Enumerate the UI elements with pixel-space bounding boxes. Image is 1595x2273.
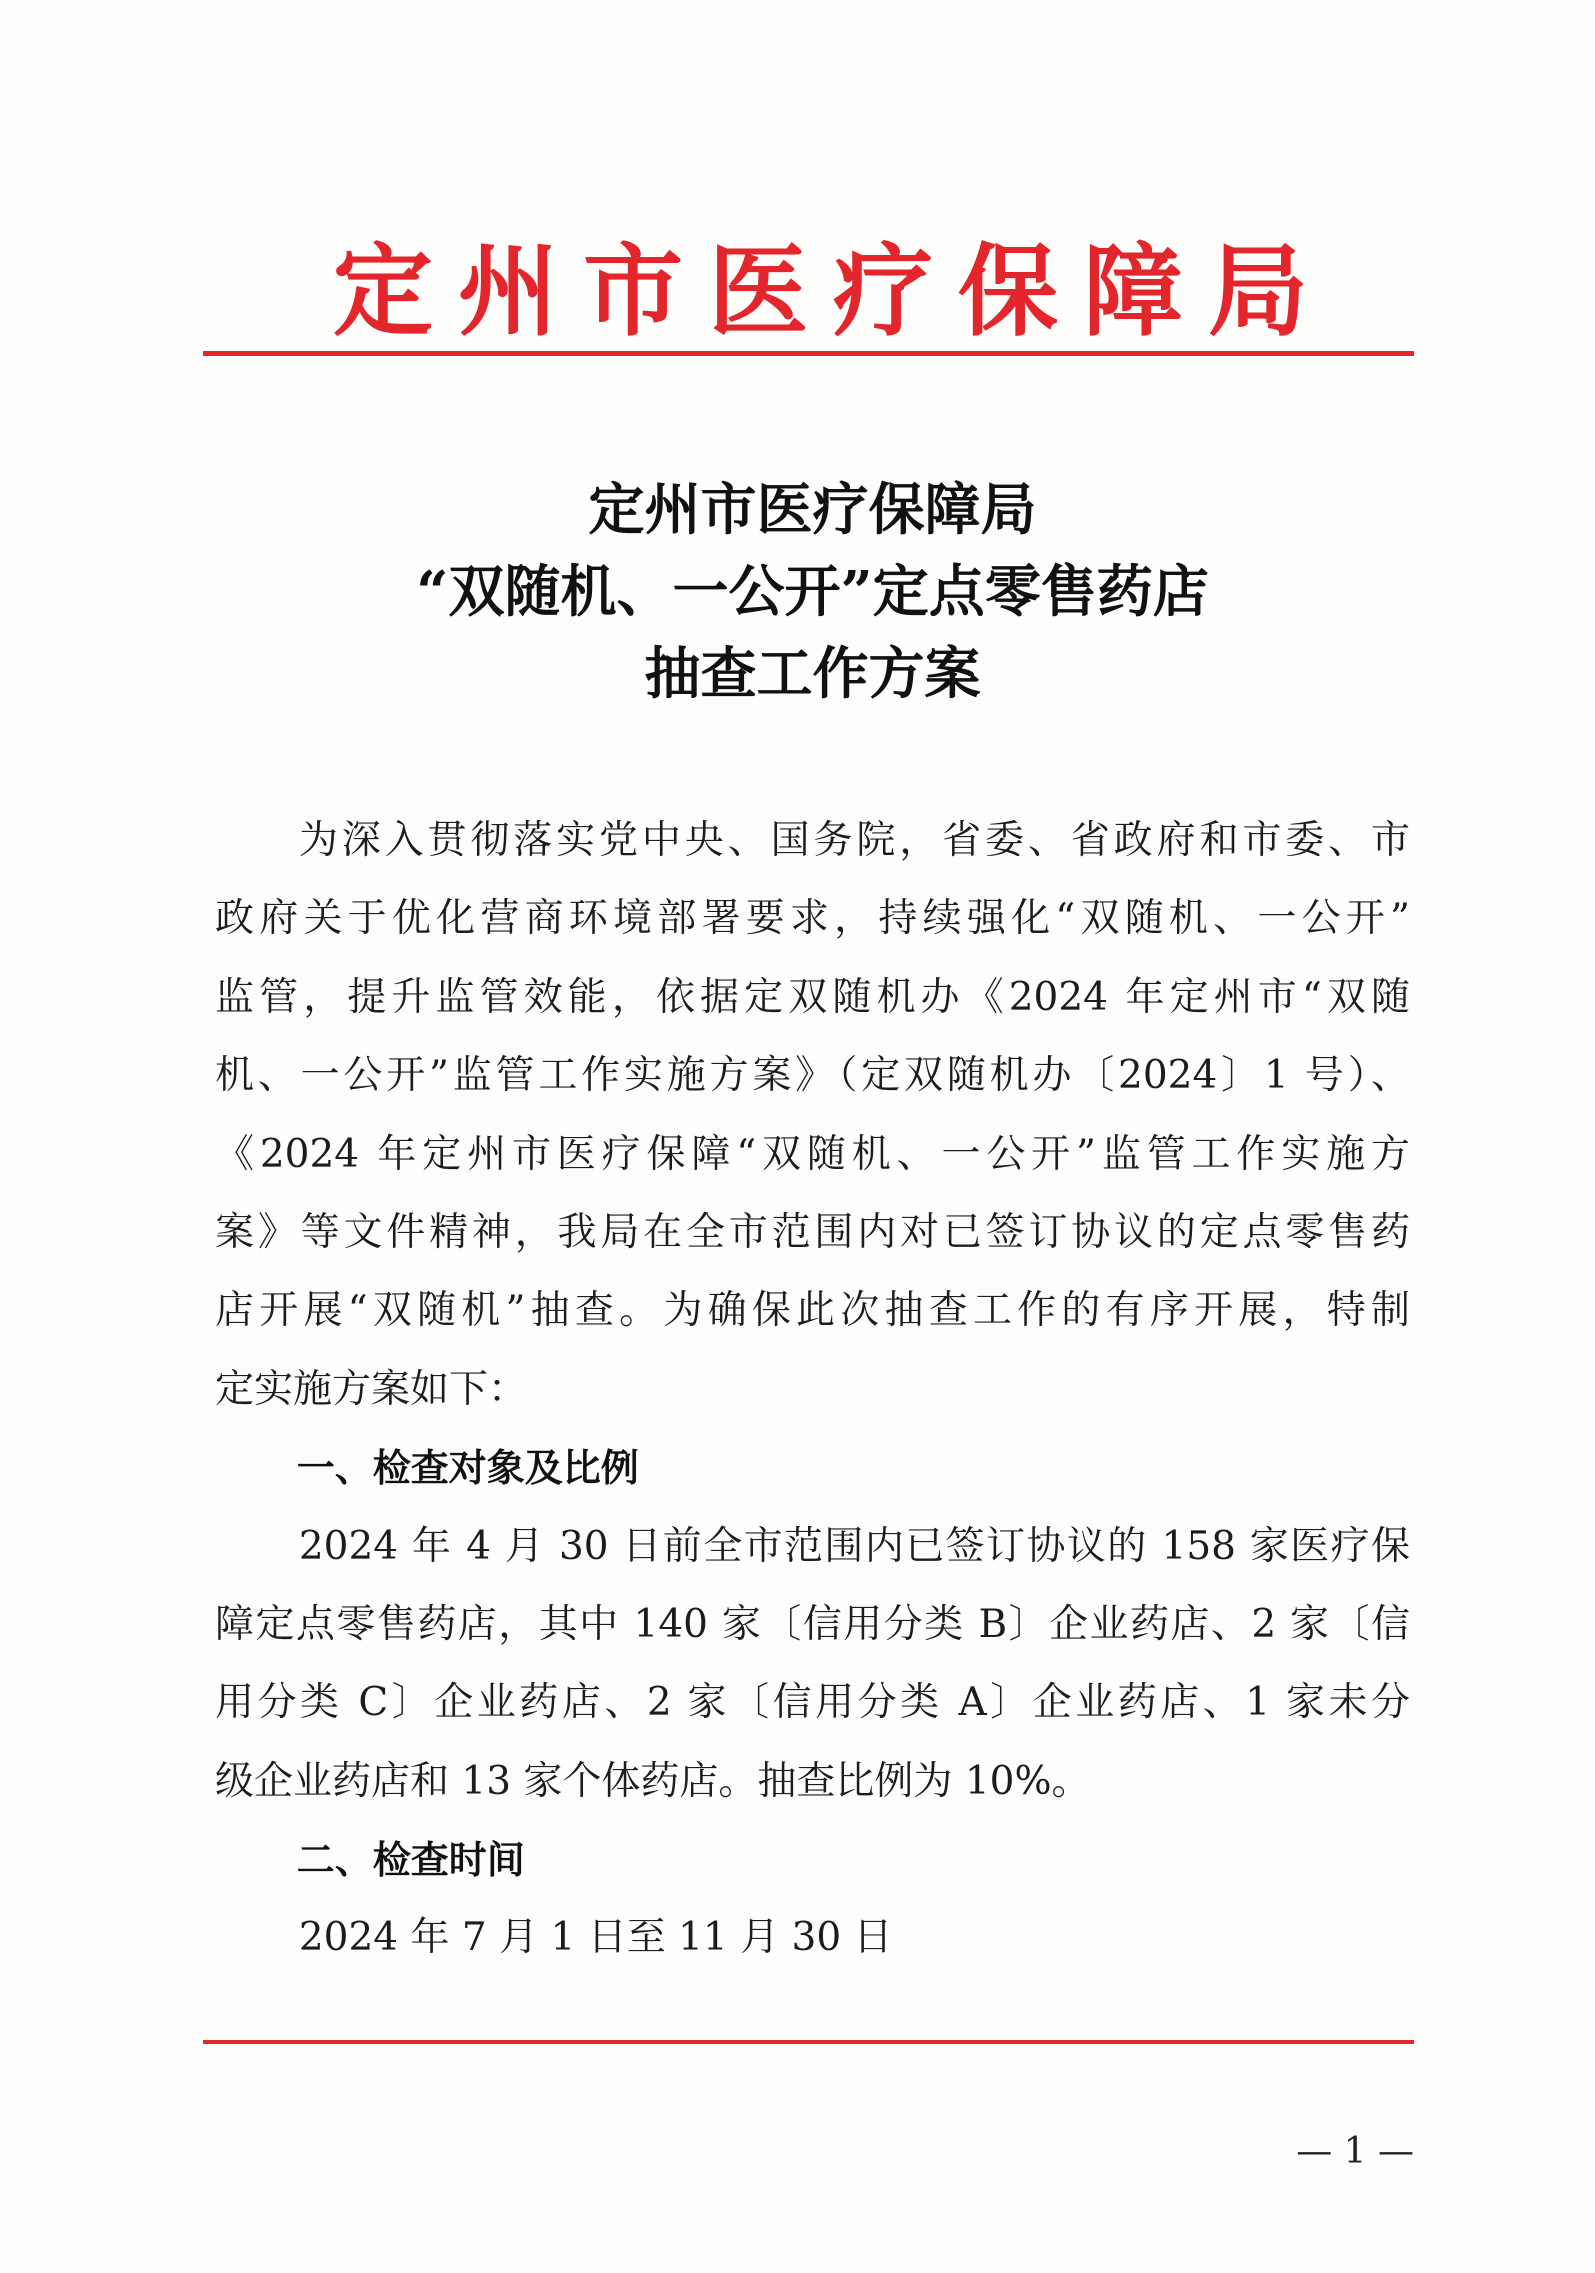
document-title [215,469,1410,715]
paragraph-line: 《2024 年定州市医疗保障“双随机、一公开”监管工作实施方 [215,1131,1410,1177]
body-text [215,802,1410,1978]
paragraph-line: 机、一公开”监管工作实施方案》（定双随机办〔2024〕1 号）、 [215,1053,1410,1099]
section2-paragraph [215,1899,1410,1977]
section-heading: 二、检查时间 [296,1838,525,1883]
paragraph-line: 定实施方案如下： [215,1366,528,1412]
letterhead-rule [203,351,1414,356]
paragraph-line: 级企业药店和 13 家个体药店。抽查比例为 10%。 [215,1758,1091,1804]
paragraph-line: 2024 年 7 月 1 日至 11 月 30 日 [298,1915,893,1961]
paragraph-line: 监管，提升监管效能，依据定双随机办《2024 年定州市“双随 [215,974,1410,1020]
paragraph-line: 为深入贯彻落实党中央、国务院，省委、省政府和市委、市 [298,818,1410,863]
paragraph-line: 店开展“双随机”抽查。为确保此次抽查工作的有序开展，特制 [215,1288,1410,1334]
letterhead-title: 定州市医疗保障局 [333,232,1333,350]
paragraph-line: 2024 年 4 月 30 日前全市范围内已签订协议的 158 家医疗保 [298,1523,1410,1569]
paragraph-line: 政府关于优化营商环境部署要求，持续强化“双随机、一公开” [215,896,1410,942]
section1-paragraph [215,1508,1410,1822]
page-number: — 1 — [1296,2131,1414,2172]
intro-paragraph [215,802,1410,1429]
paragraph-line: 用分类 C〕企业药店、2 家〔信用分类 A〕企业药店、1 家未分 [215,1680,1410,1726]
paragraph-line: 障定点零售药店，其中 140 家〔信用分类 B〕企业药店、2 家〔信 [215,1601,1410,1647]
footer-rule [203,2040,1414,2044]
section-heading: 一、检查对象及比例 [296,1446,639,1491]
title-line: “双随机、一公开”定点零售药店 [416,559,1209,625]
title-line: 抽查工作方案 [644,641,981,707]
title-line: 定州市医疗保障局 [588,477,1037,543]
paragraph-line: 案》等文件精神，我局在全市范围内对已签订协议的定点零售药 [215,1209,1410,1255]
